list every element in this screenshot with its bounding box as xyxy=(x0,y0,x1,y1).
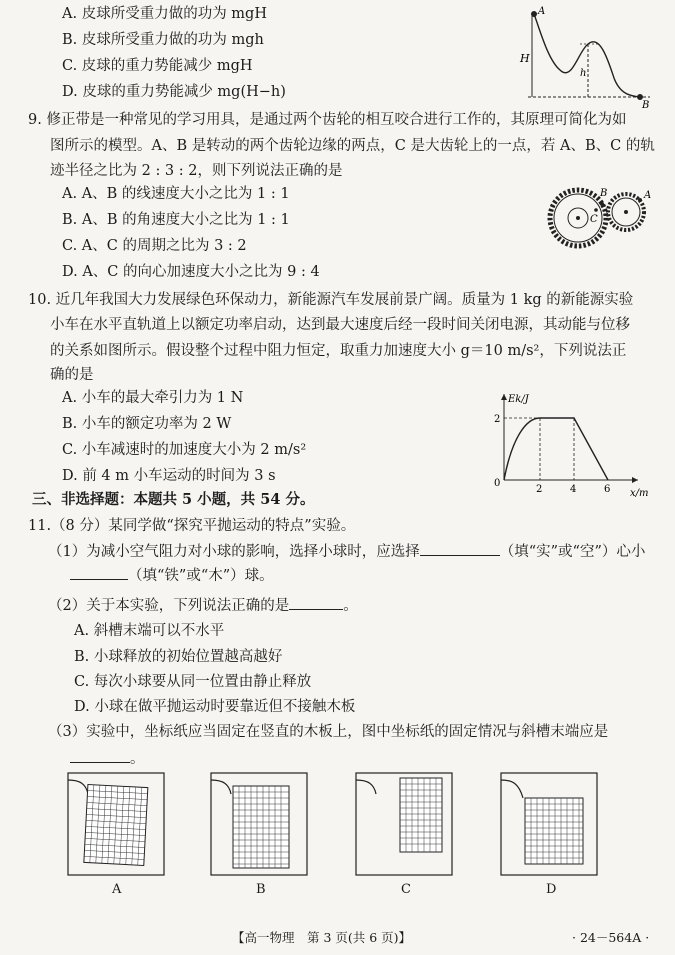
q10-option-b: B. 小车的额定功率为 2 W xyxy=(62,416,232,432)
q11-part1-line-2 xyxy=(70,565,274,586)
q9-gear-figure xyxy=(540,180,660,260)
q11-part1-line-1 xyxy=(48,541,645,562)
q11-part2-option-a: A. 斜槽末端可以不水平 xyxy=(74,623,225,639)
q10-graph-origin: 0 xyxy=(494,478,501,489)
q11-part3-answer-line xyxy=(70,748,145,769)
q8-fig-label-H: H xyxy=(520,52,530,65)
q11-figure-c xyxy=(352,770,458,878)
q11-part1-blank-1[interactable] xyxy=(420,541,500,556)
q11-part2-option-c: C. 每次小球要从同一位置由静止释放 xyxy=(74,674,312,690)
q11-figure-label-b: B xyxy=(256,882,266,897)
q9-option-d: D. A、C 的向心加速度大小之比为 9 : 4 xyxy=(62,264,320,280)
q10-graph-ylabel: Ek/J xyxy=(508,394,529,405)
q8-track-figure xyxy=(510,0,660,110)
q11-figure-d xyxy=(497,770,603,878)
q11-part2-text: （2）关于本实验，下列说法正确的是 xyxy=(48,598,290,614)
q9-fig-label-a: A xyxy=(644,190,652,201)
q9-option-a: A. A、B 的线速度大小之比为 1 : 1 xyxy=(62,186,290,202)
q11-part3-text: （3）实验中，坐标纸应当固定在竖直的木板上，图中坐标纸的固定情况与斜槽末端应是 xyxy=(48,724,609,740)
q9-fig-label-c: C xyxy=(590,214,598,225)
q8-option-b: B. 皮球所受重力做的功为 mgh xyxy=(62,32,264,48)
q10-option-c: C. 小车减速时的加速度大小为 2 m/s² xyxy=(62,442,307,458)
q9-fig-label-b: B xyxy=(600,188,608,199)
q11-part1-text-c: （填“铁”或“木”）球。 xyxy=(128,568,274,584)
q11-part2-blank[interactable] xyxy=(289,595,343,610)
q10-graph-xtick-6: 6 xyxy=(604,484,611,495)
q9-stem-line-1: 9. 修正带是一种常见的学习用具，是通过两个齿轮的相互咬合进行工作的，其原理可简化为如 xyxy=(28,112,627,128)
q10-graph-xlabel: x/m xyxy=(630,488,649,499)
q11-part2-end: 。 xyxy=(343,598,358,614)
footer-paper-code: · 24－564A · xyxy=(572,930,650,945)
footer-page-info: 【高一物理 第 3 页(共 6 页)】 xyxy=(232,930,412,945)
q8-option-c: C. 皮球的重力势能减少 mgH xyxy=(62,58,253,74)
q8-option-a: A. 皮球所受重力做的功为 mgH xyxy=(62,6,267,22)
q11-figure-b xyxy=(207,770,313,878)
q8-option-d: D. 皮球的重力势能减少 mg(H−h) xyxy=(62,84,286,100)
q11-part3-blank[interactable] xyxy=(70,748,130,763)
q10-ek-x-graph xyxy=(488,388,668,500)
q11-part2-option-d: D. 小球在做平抛运动时要靠近但不接触木板 xyxy=(74,699,356,715)
q10-stem-line-4: 确的是 xyxy=(50,367,94,383)
q9-option-c: C. A、C 的周期之比为 3 : 2 xyxy=(62,238,247,254)
q8-fig-label-b: B xyxy=(642,100,650,110)
q9-stem-line-2: 图所示的模型。A、B 是转动的两个齿轮边缘的两点，C 是大齿轮上的一点，若 A、B、C 的轨 xyxy=(50,138,655,154)
q8-fig-label-h: h xyxy=(580,68,587,79)
q10-stem-line-2: 小车在水平直轨道上以额定功率启动，达到最大速度后经一段时间关闭电源，其动能与位移 xyxy=(50,317,630,333)
q10-graph-xtick-2: 2 xyxy=(536,484,543,495)
q10-stem-line-1: 10. 近几年我国大力发展绿色环保动力，新能源汽车发展前景广阔。质量为 1 kg 的新能源实验 xyxy=(28,292,634,308)
q9-stem-line-3: 迹半径之比为 2 : 3 : 2，则下列说法正确的是 xyxy=(50,163,343,179)
q11-figure-label-d: D xyxy=(546,882,557,897)
q10-stem-line-3: 的关系如图所示。假设整个过程中阻力恒定，取重力加速度大小 g＝10 m/s²，下列说法正 xyxy=(50,343,627,359)
q11-part1-blank-2[interactable] xyxy=(70,565,128,580)
q10-option-a: A. 小车的最大牵引力为 1 N xyxy=(62,390,244,406)
q11-figure-a xyxy=(64,770,170,878)
q10-graph-ytick: 2 xyxy=(494,414,501,425)
q10-option-d: D. 前 4 m 小车运动的时间为 3 s xyxy=(62,468,276,484)
q10-graph-xtick-4: 4 xyxy=(570,484,577,495)
q11-part1-text-b: （填“实”或“空”）心小 xyxy=(499,544,646,560)
q9-option-b: B. A、B 的角速度大小之比为 1 : 1 xyxy=(62,212,290,228)
q11-figure-label-a: A xyxy=(112,882,122,897)
q11-part2-option-b: B. 小球释放的初始位置越高越好 xyxy=(74,649,283,665)
q8-fig-label-a: A xyxy=(538,6,546,17)
q11-figure-label-c: C xyxy=(401,882,411,897)
q11-part3-end: 。 xyxy=(130,751,145,767)
q11-stem: 11.（8 分）某同学做“探究平抛运动的特点”实验。 xyxy=(28,518,356,534)
q11-part1-text-a: （1）为减小空气阻力对小球的影响，选择小球时，应选择 xyxy=(48,544,420,560)
section-3-title: 三、非选择题：本题共 5 小题，共 54 分。 xyxy=(32,491,315,508)
q11-part2-line xyxy=(48,595,358,616)
